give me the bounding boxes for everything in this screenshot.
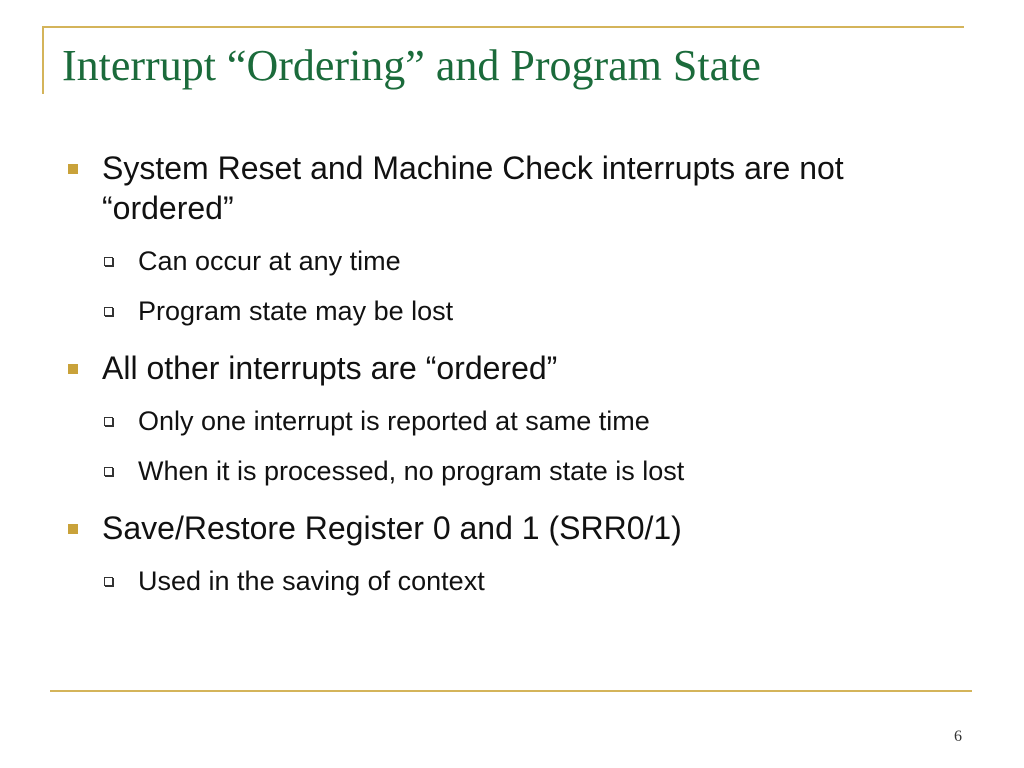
sub-bullet-item-2-2 — [60, 454, 980, 488]
sub-bullet-item-3-1 — [60, 564, 980, 598]
hollow-square-bullet-icon — [104, 257, 113, 266]
slide-title: Interrupt “Ordering” and Program State — [62, 41, 761, 90]
square-bullet-icon — [68, 164, 78, 174]
sub-bullet-text: Program state may be lost — [138, 296, 454, 326]
frame-bottom-line — [50, 690, 972, 692]
frame-top-line — [42, 26, 964, 28]
frame-vertical-line — [42, 26, 44, 94]
square-bullet-icon — [68, 524, 78, 534]
sub-bullet-text: Used in the saving of context — [138, 566, 485, 596]
bullet-item-1 — [60, 148, 980, 228]
sub-bullet-item-1-2 — [60, 294, 980, 328]
hollow-square-bullet-icon — [104, 417, 113, 426]
bullet-text: All other interrupts are “ordered” — [102, 350, 558, 386]
bullet-text: Save/Restore Register 0 and 1 (SRR0/1) — [102, 510, 682, 546]
square-bullet-icon — [68, 364, 78, 374]
bullet-item-2 — [60, 348, 980, 388]
bullet-item-3 — [60, 508, 980, 548]
page-number: 6 — [954, 728, 962, 745]
sub-bullet-item-2-1 — [60, 404, 980, 438]
bullet-text: System Reset and Machine Check interrupts are not “ordered” — [102, 150, 844, 226]
sub-bullet-text: When it is processed, no program state is lost — [138, 456, 685, 486]
sub-bullet-text: Only one interrupt is reported at same time — [138, 406, 650, 436]
hollow-square-bullet-icon — [104, 307, 113, 316]
bullet-list — [60, 140, 980, 598]
hollow-square-bullet-icon — [104, 577, 113, 586]
sub-bullet-text: Can occur at any time — [138, 246, 401, 276]
sub-bullet-item-1-1 — [60, 244, 980, 278]
hollow-square-bullet-icon — [104, 467, 113, 476]
